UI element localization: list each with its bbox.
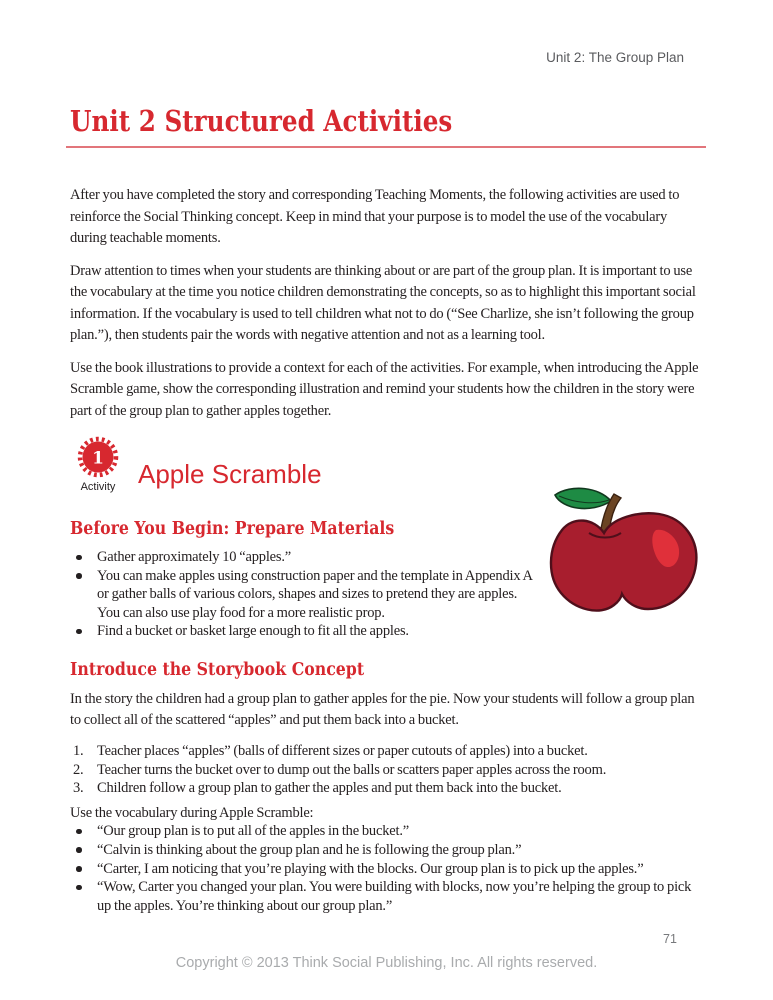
step-text: Teacher places “apples” (balls of different sizes or paper cutouts of apples) into a bucket. [97,742,588,759]
section-heading-prepare-materials: Before You Begin: Prepare Materials [70,519,395,539]
title-divider-rule [66,146,706,148]
red-apple-illustration [543,487,711,627]
copyright-notice: Copyright © 2013 Think Social Publishing, Inc. All rights reserved. [175,955,598,971]
list-item: You can make apples using construction paper and the template in Appendix A or gather balls of various colors, shapes and sizes to pretend they are apples. You can also use play food for a more realistic prop. [70,567,540,623]
list-item: “Carter, I am noticing that you’re playing with the blocks. Our group plan is to pick up the apples.” [70,860,706,879]
vocabulary-list [70,822,706,915]
page-number: 71 [663,932,677,946]
step-text: Children follow a group plan to gather the apples and put them back into the bucket. [97,780,562,797]
intro-paragraphs [70,185,706,422]
step-text: Teacher turns the bucket over to dump out the balls or scatters paper apples across the room. [97,761,607,778]
activity-badge-label: Activity [80,481,116,493]
materials-list [70,548,540,641]
activity-title: Apple Scramble [138,459,322,489]
list-item: “Calvin is thinking about the group plan and he is following the group plan.” [70,841,706,860]
activity-badge [72,434,124,493]
step-number: 2. [73,761,84,778]
step-item [70,779,706,798]
list-item: “Wow, Carter you changed your plan. You were building with blocks, now you’re helping the group to pick up the apples. You’re thinking about our group plan.” [70,878,706,915]
page-title: Unit 2 Structured Activities [70,104,453,138]
activity-number: 1 [92,448,104,469]
step-number: 3. [73,780,84,797]
activity-gear-icon [75,434,121,480]
running-header: Unit 2: The Group Plan [546,50,684,65]
storybook-paragraph: In the story the children had a group plan to gather apples for the pie. Now your students will follow a group plan to collect all of the scattered “apples” and put them back into a bucket. [70,690,695,729]
activity-header [72,434,706,493]
list-item: “Our group plan is to put all of the apples in the bucket.” [70,822,706,841]
list-item: Gather approximately 10 “apples.” [70,548,540,567]
vocabulary-intro: Use the vocabulary during Apple Scramble: [70,804,314,821]
intro-paragraph: After you have completed the story and corresponding Teaching Moments, the following activities are used to reinforce the Social Thinking concept. Keep in mind that your purpose is to model the use of the vocabulary during teachable moments. [70,187,680,246]
list-item: Find a bucket or basket large enough to fit all the apples. [70,622,540,641]
step-item [70,742,706,761]
step-number: 1. [73,742,84,759]
step-item [70,761,706,780]
steps-list [70,742,706,798]
intro-paragraph: Draw attention to times when your students are thinking about or are part of the group plan. It is important to use the vocabulary at the time you notice children demonstrating the concepts, so as to highlight this important social information. If the vocabulary is used to tell children what not to do (“See Charlize, she isn’t following the group plan.”), then students pair the words with negative attention and not as a learning tool. [70,262,696,343]
section-heading-storybook-concept: Introduce the Storybook Concept [70,659,365,680]
intro-paragraph: Use the book illustrations to provide a context for each of the activities. For example, when introducing the Apple Scramble game, show the corresponding illustration and remind your students how the children in the story were part of the group plan to gather apples together. [70,359,699,419]
